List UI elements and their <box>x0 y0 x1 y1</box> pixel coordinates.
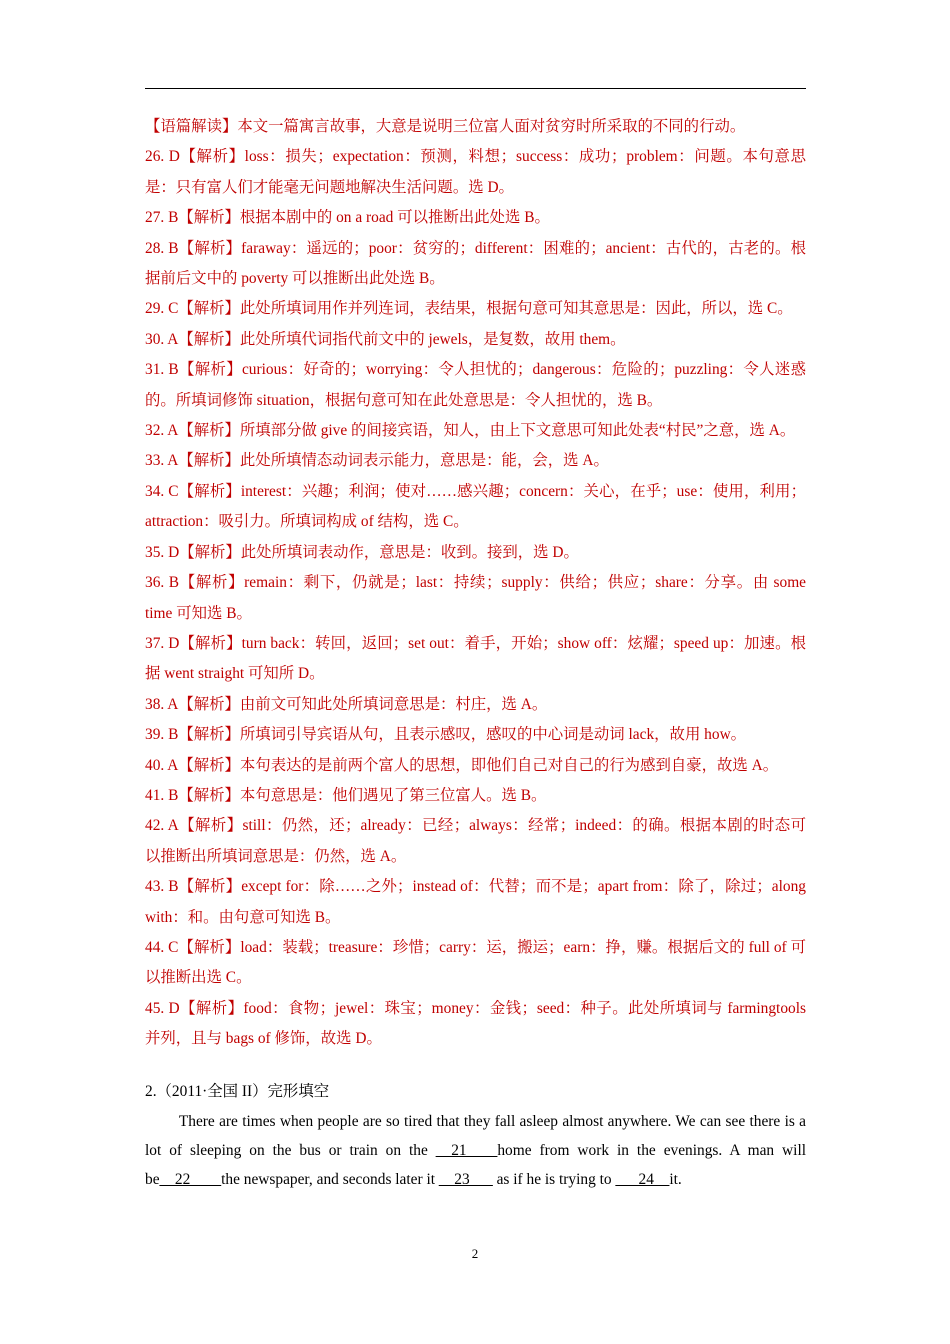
passage-text: it. <box>669 1170 682 1188</box>
analysis-item: 32. A【解析】所填部分做 give 的间接宾语，知人，由上下文意思可知此处表“村民”之意，选 A。 <box>145 422 796 440</box>
page-body <box>145 112 806 1194</box>
analysis-item: 34. C【解析】interest：兴趣；利润；使对……感兴趣；concern：关心，在乎；use：使用，利用；attraction：吸引力。所填词构成 of 结构，选 C。 <box>145 482 806 531</box>
passage-text: as if he is trying to <box>492 1170 616 1188</box>
analysis-item: 36. B【解析】remain：剩下，仍就是；last：持续；supply：供给；供应；share：分享。由 some time 可知选 B。 <box>145 574 806 622</box>
passage-text: the newspaper, and seconds later it <box>221 1170 439 1188</box>
cloze-blank: __23___ <box>438 1170 493 1188</box>
analysis-item: 28. B【解析】faraway：遥远的；poor：贫穷的；different：困难的；ancient：古代的，古老的。根据前后文中的 poverty 可以推断出此处选 B。 <box>145 239 806 288</box>
analysis-item: 39. B【解析】所填词引导宾语从句，且表示感叹，感叹的中心词是动词 lack，故用 how。 <box>145 726 747 744</box>
cloze-blank: __22____ <box>159 1170 222 1188</box>
analysis-item: 37. D【解析】turn back：转回，返回；set out：着手，开始；show off：炫耀；speed up：加速。根据 went straight 可知所 D。 <box>145 634 806 683</box>
analysis-item: 44. C【解析】load：装载；treasure：珍惜；carry：运，搬运；earn：挣，赚。根据后文的 full of 可以推断出选 C。 <box>145 938 806 987</box>
answer-analysis <box>145 112 806 1055</box>
analysis-item: 41. B【解析】本句意思是：他们遇见了第三位富人。选 B。 <box>145 786 547 804</box>
page-number: 2 <box>471 1246 479 1261</box>
cloze-blank: ___24__ <box>615 1170 670 1188</box>
analysis-item: 30. A【解析】此处所填代词指代前文中的 jewels，是复数，故用 them。 <box>145 330 626 348</box>
cloze-passage <box>145 1107 806 1194</box>
analysis-item: 29. C【解析】此处所填词用作并列连词，表结果，根据句意可知其意思是：因此，所以，选 C。 <box>145 300 793 318</box>
passage-summary: 【语篇解读】本文一篇寓言故事，大意是说明三位富人面对贫穷时所采取的不同的行动。 <box>145 118 746 135</box>
section-title: 2.（2011·全国 II）完形填空 <box>145 1082 330 1100</box>
cloze-blank: __21____ <box>435 1141 498 1159</box>
analysis-item: 27. B【解析】根据本剧中的 on a road 可以推断出此处选 B。 <box>145 209 550 227</box>
analysis-item: 31. B【解析】curious：好奇的；worrying：令人担忧的；dangerous：危险的；puzzling：令人迷惑的。所填词修饰 situation，根据句意可知在此处意思是：令人担忧的，选 B。 <box>145 361 806 409</box>
analysis-item: 45. D【解析】food：食物；jewel：珠宝；money：金钱；seed：种子。此处所填词与 farmingtools 并列，且与 bags of 修饰，故选 D。 <box>145 999 806 1048</box>
header-rule <box>145 88 806 89</box>
analysis-item: 42. A【解析】still：仍然，还；already：已经；always：经常；indeed：的确。根据本剧的时态可以推断出所填词意思是：仍然，选 A。 <box>145 817 806 865</box>
analysis-item: 33. A【解析】此处所填情态动词表示能力，意思是：能，会，选 A。 <box>145 452 609 470</box>
analysis-item: 38. A【解析】由前文可知此处所填词意思是：村庄，选 A。 <box>145 695 548 713</box>
analysis-item: 26. D【解析】loss：损失；expectation：预测，料想；success：成功；problem：问题。本句意思是：只有富人们才能毫无问题地解决生活问题。选 D。 <box>145 148 806 196</box>
passage-text: There are times when people are so tired that they fall asleep almost anywhere. We can see there is a lot of sleeping on the bus or train on the <box>145 1112 806 1159</box>
analysis-item: 40. A【解析】本句表达的是前两个富人的思想，即他们自己对自己的行为感到自豪，故选 A。 <box>145 756 779 774</box>
analysis-item: 35. D【解析】此处所填词表动作，意思是：收到。接到，选 D。 <box>145 543 579 561</box>
passage-text: home from work in the evenings. A man will be <box>145 1141 806 1188</box>
analysis-item: 43. B【解析】except for：除……之外；instead of：代替；而不是；apart from：除了，除过；along with：和。由句意可知选 B。 <box>145 878 806 926</box>
